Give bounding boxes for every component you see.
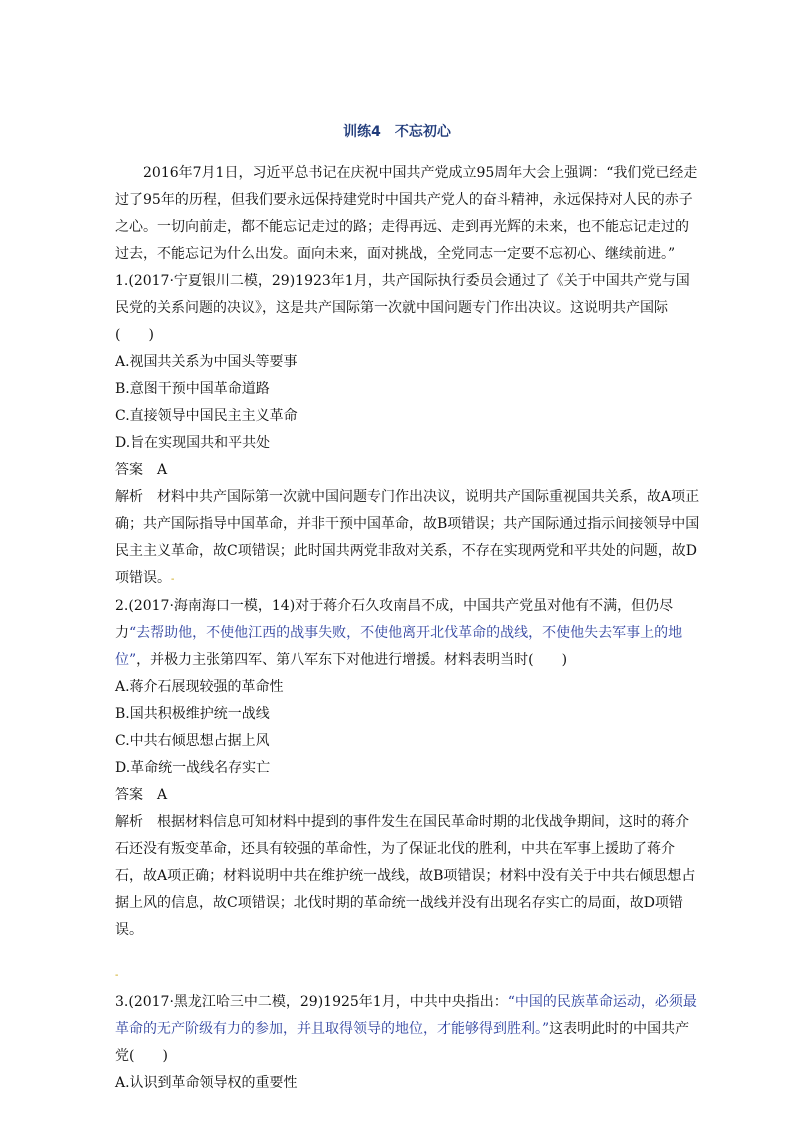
- question-2-analysis: 解析 根据材料信息可知材料中提到的事件发生在国民革命时期的北伐战争期间，这时的蒋介石还没有叛变革命，还具有较强的革命性，为了保证北伐的胜利，中共在军事上援助了蒋介石，故A项正确；材料说明中共在维护统一战线，故B项错误；材料中没有关于中共右倾思想占据上风的信息，故C项错误；北伐时期的革命统一战线并没有出现名存实亡的局面，故D项错误。: [115, 814, 696, 938]
- question-1-analysis-text: 解析 材料中共产国际第一次就中国问题专门作出决议，说明共产国际重视国共关系，故A项正确；共产国际指导中国革命，并非干预中国革命，故B项错误；共产国际通过指示间接领导中国民主主义革命，故C项错误；此时国共两党非敌对关系，不存在实现两党和平共处的问题，故D项错误。: [115, 489, 700, 586]
- question-2-answer: 答案 A: [115, 787, 168, 803]
- question-3-option-a: A.认识到革命领导权的重要性: [115, 1075, 298, 1091]
- question-1-answer: 答案 A: [115, 462, 168, 478]
- question-2-option-b: B.国共积极维护统一战线: [115, 706, 270, 722]
- question-1-stem: 1.(2017·宁夏银川二模，29)1923年1月，共产国际执行委员会通过了《关于中国共产党与国民党的关系问题的决议》，这是共产国际第一次就中国问题专门作出决议。这说明共产国际( ): [115, 273, 690, 343]
- question-2-option-d: D.革命统一战线名存实亡: [115, 760, 271, 776]
- question-3-stem-pre: 3.(2017·黑龙江哈三中二模，29)1925年1月，中共中央指出：: [115, 994, 508, 1010]
- question-1-analysis: [115, 484, 701, 593]
- question-3-quote: “中国的民族革命运动，必须最革命的无产阶级有力的参加，并且取得领导的地位，才能够得到胜利。”: [115, 994, 697, 1037]
- question-1-option-c: C.直接领导中国民主主义革命: [115, 408, 298, 424]
- question-2-end-mark: -: [115, 970, 119, 981]
- question-2-stem: [115, 593, 701, 674]
- question-1-option-b: B.意图干预中国革命道路: [115, 381, 270, 397]
- question-2-option-a: A.蒋介石展现较强的革命性: [115, 679, 284, 695]
- document-body: [115, 160, 701, 1097]
- intro-paragraph: 2016年7月1日，习近平总书记在庆祝中国共产党成立95周年大会上强调：“我们党已经走过了95年的历程，但我们要永远保持建党时中国共产党人的奋斗精神，永远保持对人民的赤子之心。一切向前走，都不能忘记走过的路；走得再远、走到再光辉的未来，也不能忘记走过的过去，不能忘记为什么出发。面向未来，面对挑战，全党同志一定要不忘初心、继续前进。”: [115, 165, 698, 262]
- question-2-stem-post: ，并极力主张第四军、第八军东下对他进行增援。材料表明当时( ): [136, 652, 568, 668]
- page-title: 训练4 不忘初心: [343, 124, 451, 140]
- question-3-stem-post: 这表明此时的中国共产党( ): [115, 1021, 690, 1064]
- question-1-end-mark: -: [171, 574, 175, 585]
- question-1-option-a: A.视国共关系为中国头等要事: [115, 354, 298, 370]
- question-1-option-d: D.旨在实现国共和平共处: [115, 435, 271, 451]
- question-3-stem: [115, 989, 701, 1070]
- question-2-end-mark-line: [115, 961, 701, 989]
- question-2-quote: “去帮助他，不使他江西的战事失败，不使他离开北伐革命的战线，不使他失去军事上的地位”: [115, 625, 683, 668]
- spacer: [115, 944, 701, 961]
- question-2-stem-pre: 2.(2017·海南海口一模，14)对于蒋介石久攻南昌不成，中国共产党虽对他有不满，但仍尽力: [115, 598, 674, 641]
- question-2-option-c: C.中共右倾思想占据上风: [115, 733, 270, 749]
